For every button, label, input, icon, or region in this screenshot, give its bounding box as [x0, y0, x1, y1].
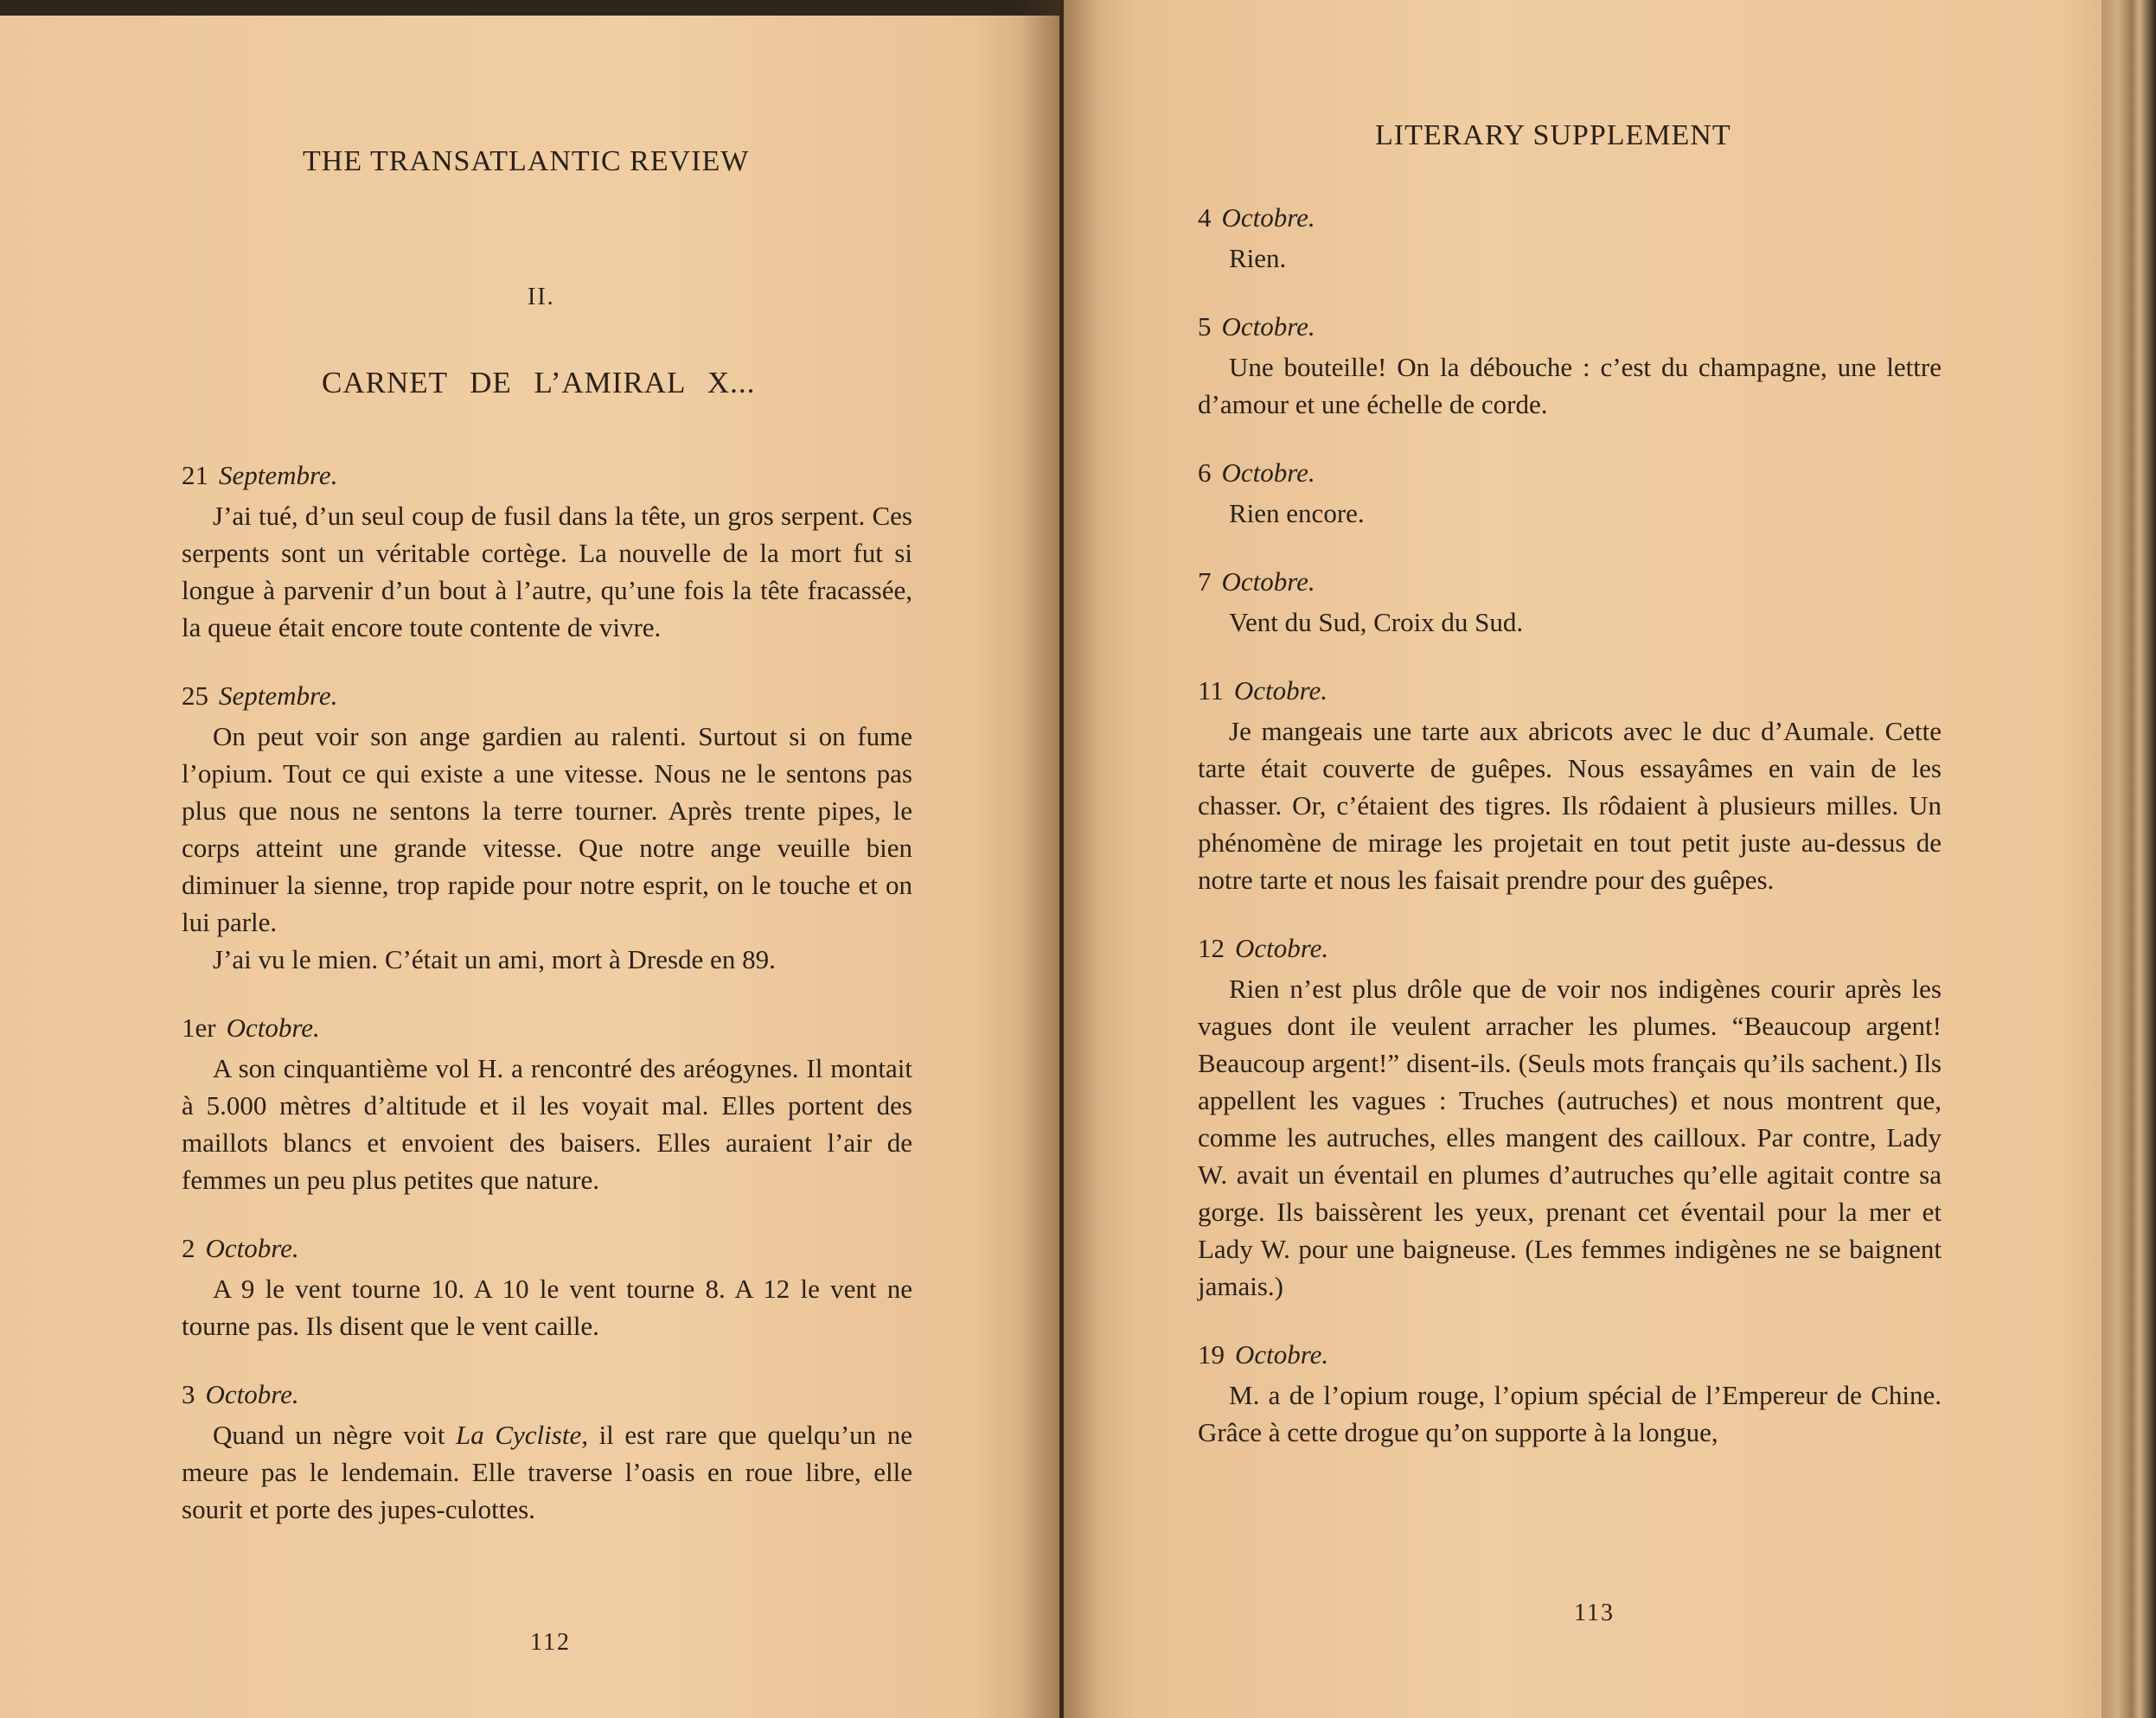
entry-month: Octobre. — [1235, 933, 1329, 963]
diary-entry — [1198, 199, 1942, 277]
diary-entry — [1198, 1336, 1942, 1451]
diary-entry — [182, 1376, 912, 1528]
entry-paragraph: J’ai vu le mien. C’était un ami, mort à Dresde en 89. — [213, 944, 776, 974]
entry-body — [1198, 239, 1942, 277]
entry-day: 21 — [182, 460, 208, 490]
entry-day: 19 — [1198, 1339, 1225, 1370]
entry-body — [182, 718, 912, 978]
entry-day: 7 — [1198, 566, 1212, 597]
entry-date — [1198, 199, 1942, 236]
entry-body — [1198, 1376, 1942, 1451]
entry-day: 12 — [1198, 933, 1225, 963]
entry-month: Septembre. — [219, 680, 338, 711]
diary-entry — [1198, 672, 1942, 898]
entry-paragraph: A son cinquantième vol H. a rencontré des aréogynes. Il montait à 5.000 mètres d’altitude et il les voyait mal. Elles portent des maillots blancs et envoient des baisers. Elles auraient l’air de femmes un peu plus petites que nature. — [182, 1053, 912, 1195]
entry-date — [1198, 929, 1942, 967]
article-title: CARNET DE L’AMIRAL X... — [322, 366, 756, 399]
entry-date — [1198, 672, 1942, 709]
entry-text: il est rare que quelqu’un ne meure pas le lendemain. Elle traverse l’oasis en roue libre, elle sourit et porte des jupes-culottes. — [182, 1420, 913, 1524]
left-page — [0, 0, 1059, 1718]
entry-date — [182, 677, 912, 714]
entry-body — [182, 1050, 912, 1198]
entry-month: Octobre. — [1221, 566, 1315, 597]
entry-month: Octobre. — [1235, 1339, 1329, 1370]
entry-paragraph: M. a de l’opium rouge, l’opium spécial de l’Empereur de Chine. Grâce à cette drogue qu’on supporte à la longue, — [1198, 1380, 1942, 1447]
diary-entry — [1198, 929, 1942, 1305]
entry-month: Octobre. — [1221, 202, 1315, 233]
entry-date — [1198, 563, 1942, 600]
entry-day: 11 — [1198, 675, 1224, 706]
entry-paragraph: A 9 le vent tourne 10. A 10 le vent tourne 8. A 12 le vent ne tourne pas. Ils disent que le vent caille. — [182, 1274, 912, 1341]
entry-body — [1198, 348, 1942, 423]
entry-date — [1198, 1336, 1942, 1373]
section-number: II. — [528, 284, 555, 310]
diary-entry — [182, 457, 912, 646]
diary-entry — [182, 1009, 912, 1198]
entry-body — [182, 497, 912, 646]
entry-date — [182, 1229, 912, 1267]
entry-month: Septembre. — [219, 460, 338, 490]
entry-paragraph: Rien n’est plus drôle que de voir nos indigènes courir après les vagues dont ile veulent arracher les plumes. “Beaucoup argent! Beaucoup argent!” disent-ils. (Seuls mots français qu’ils sachent.) Ils appellent les vagues : Truches (autruches) et nous montrent que, comme les autruches, elles mangent des cailloux. Par contre, Lady W. avait un éventail en plumes d’autruches qu’elle agitait contre sa gorge. Ils baissèrent les yeux, prenant cet éventail pour la mer et Lady W. pour une baigneuse. (Les femmes indigènes ne se baignent jamais.) — [1198, 974, 1942, 1301]
entry-body — [1198, 712, 1942, 898]
entry-paragraph: Une bouteille! On la débouche : c’est du champagne, une lettre d’amour et une échelle de corde. — [1198, 352, 1942, 419]
entry-month: Octobre. — [1233, 675, 1328, 706]
left-page-content — [182, 457, 912, 1528]
entry-day: 25 — [182, 680, 208, 711]
entry-text: Quand un nègre voit — [213, 1420, 457, 1450]
entry-paragraph: Vent du Sud, Croix du Sud. — [1229, 607, 1524, 637]
right-page-content — [1198, 199, 1942, 1451]
running-head-right: LITERARY SUPPLEMENT — [1375, 119, 1731, 151]
entry-body — [1198, 604, 1942, 641]
entry-month: Octobre. — [205, 1233, 299, 1263]
diary-entry — [1198, 308, 1942, 423]
entry-paragraph — [182, 1416, 912, 1528]
entry-paragraph: Je mangeais une tarte aux abricots avec le duc d’Aumale. Cette tarte était couverte de guêpes. Nous essayâmes en vain de les chasser. Or, c’étaient des tigres. Ils rôdaient à plusieurs milles. Un phénomène de mirage les projetait en tout petit juste au-dessus de notre tarte et nous les faisait prendre pour des guêpes. — [1198, 716, 1942, 895]
entry-date — [182, 1009, 912, 1046]
entry-day: 2 — [182, 1233, 195, 1263]
running-head-left: THE TRANSATLANTIC REVIEW — [303, 145, 750, 177]
entry-day: 1er — [182, 1012, 216, 1043]
entry-body — [1198, 970, 1942, 1305]
diary-entry — [1198, 454, 1942, 532]
diary-entry — [182, 1229, 912, 1344]
entry-date — [182, 457, 912, 494]
entry-date — [182, 1376, 912, 1413]
entry-day: 5 — [1198, 311, 1212, 342]
entry-month: Octobre. — [1221, 457, 1315, 488]
page-number-left: 112 — [530, 1629, 571, 1656]
page-number-right: 113 — [1574, 1600, 1615, 1626]
entry-date — [1198, 454, 1942, 491]
diary-entry — [1198, 563, 1942, 641]
entry-paragraph: Rien encore. — [1229, 498, 1365, 528]
entry-body — [1198, 495, 1942, 532]
entry-paragraph: On peut voir son ange gardien au ralenti. Surtout si on fume l’opium. Tout ce qui existe a une vitesse. Nous ne le sentons pas plus que nous ne sentons la terre tourner. Après trente pipes, le corps atteint une grande vitesse. Que notre ange veuille bien diminuer la sienne, trop rapide pour notre esprit, on le touche et on lui parle. — [182, 721, 912, 937]
entry-body — [182, 1270, 912, 1344]
entry-body — [182, 1416, 912, 1528]
entry-paragraph: J’ai tué, d’un seul coup de fusil dans la tête, un gros serpent. Ces serpents sont un véritable cortège. La nouvelle de la mort fut si longue à parvenir d’un bout à l’autre, qu’une fois la tête fracassée, la queue était encore toute contente de vivre. — [182, 501, 912, 642]
diary-entry — [182, 677, 912, 978]
entry-day: 4 — [1198, 202, 1212, 233]
entry-day: 6 — [1198, 457, 1212, 488]
entry-paragraph: Rien. — [1229, 243, 1287, 273]
entry-day: 3 — [182, 1379, 195, 1409]
entry-month: Octobre. — [205, 1379, 299, 1409]
book-page-edges — [2102, 0, 2156, 1718]
entry-month: Octobre. — [1221, 311, 1315, 342]
entry-italic-title: La Cycliste, — [456, 1420, 588, 1450]
entry-month: Octobre. — [226, 1012, 320, 1043]
right-page — [1064, 0, 2126, 1718]
entry-date — [1198, 308, 1942, 345]
